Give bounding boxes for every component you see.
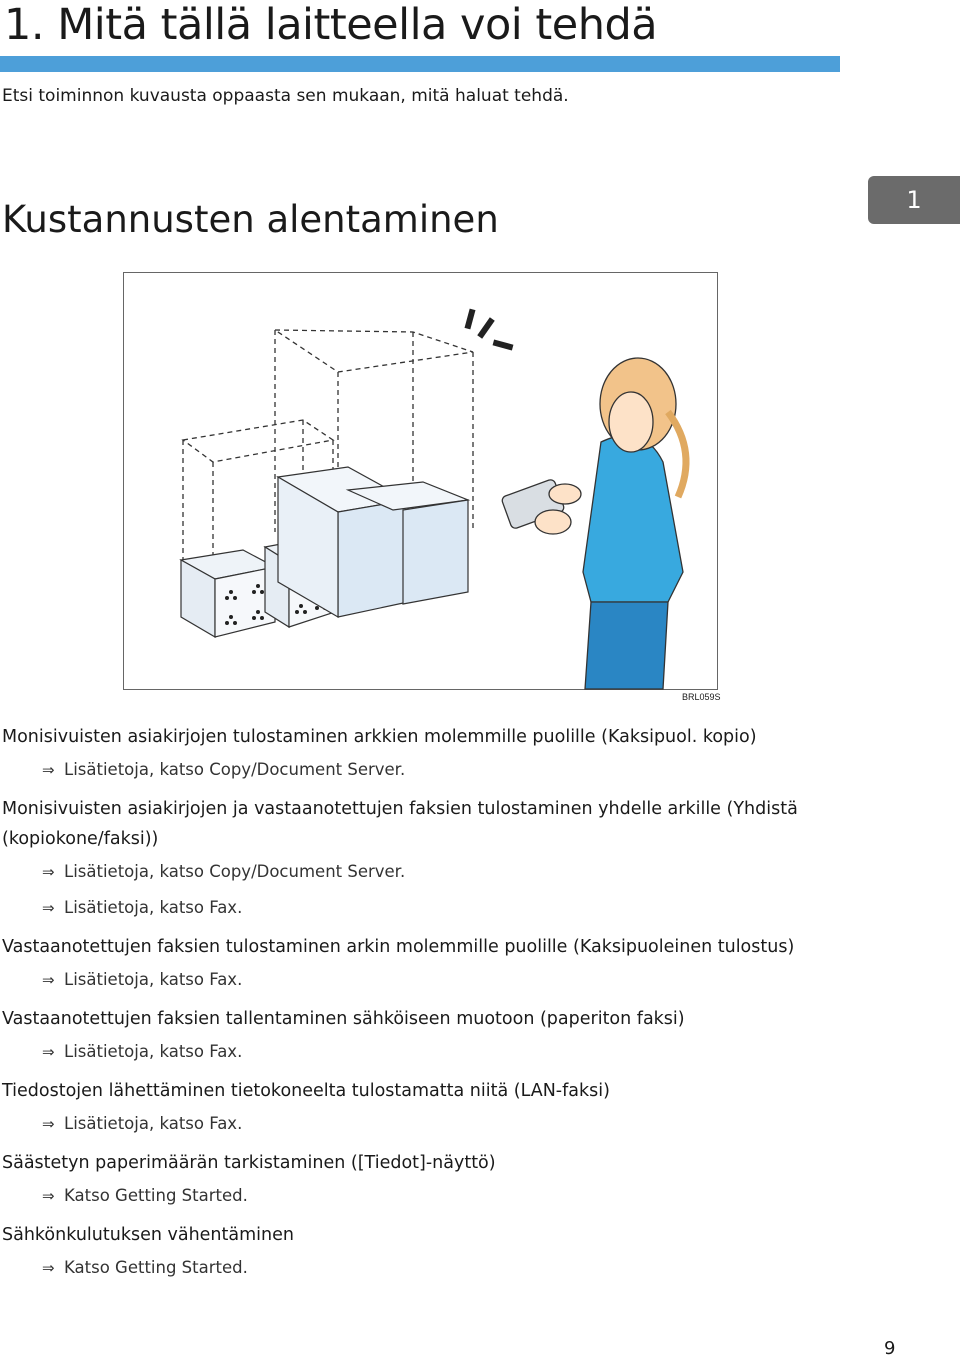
entry-heading: Vastaanotettujen faksien tallentaminen sähköiseen muotoon (paperiton faksi): [2, 1009, 685, 1029]
entry-heading: Monisivuisten asiakirjojen ja vastaanotettujen faksien tulostaminen yhdelle arkille (Yhdistä (kopiokone/faksi)): [2, 799, 798, 849]
reference-link[interactable]: ⇒ Lisätietoja, katso Fax.: [42, 896, 942, 920]
entry-heading: Säästetyn paperimäärän tarkistaminen ([Tiedot]-näyttö): [2, 1153, 496, 1173]
chapter-tab: 1: [868, 176, 960, 224]
paper-stack-icon: [278, 467, 468, 617]
reference-link[interactable]: ⇒ Katso Getting Started.: [42, 1256, 942, 1280]
reference-link[interactable]: ⇒ Lisätietoja, katso Copy/Document Server.: [42, 860, 942, 884]
arrow-icon: ⇒: [42, 1187, 55, 1205]
reference-link[interactable]: ⇒ Lisätietoja, katso Fax.: [42, 968, 942, 992]
cost-reduction-illustration: [123, 272, 718, 690]
list-item: [2, 1220, 942, 1280]
list-item: [2, 794, 942, 920]
reference-link[interactable]: ⇒ Katso Getting Started.: [42, 1184, 942, 1208]
list-item: [2, 722, 942, 782]
reference-link[interactable]: ⇒ Lisätietoja, katso Fax.: [42, 1112, 942, 1136]
figure-code: BRL059S: [682, 692, 721, 702]
arrow-icon: ⇒: [42, 761, 55, 779]
list-item: [2, 1004, 942, 1064]
list-item: [2, 1148, 942, 1208]
entry-heading: Monisivuisten asiakirjojen tulostaminen arkkien molemmille puolille (Kaksipuol. kopio): [2, 727, 757, 747]
list-item: [2, 1076, 942, 1136]
arrow-icon: ⇒: [42, 971, 55, 989]
title-underline-bar: [0, 56, 840, 72]
section-title: Kustannusten alentaminen: [2, 198, 499, 241]
entry-heading: Vastaanotettujen faksien tulostaminen arkin molemmille puolille (Kaksipuoleinen tulostus): [2, 937, 795, 957]
entry-heading: Tiedostojen lähettäminen tietokoneelta tulostamatta niitä (LAN-faksi): [2, 1081, 610, 1101]
arrow-icon: ⇒: [42, 863, 55, 881]
entry-list: [2, 722, 942, 1292]
page-number: 9: [884, 1338, 896, 1359]
arrow-icon: ⇒: [42, 899, 55, 917]
list-item: [2, 932, 942, 992]
reference-link[interactable]: ⇒ Lisätietoja, katso Copy/Document Server.: [42, 758, 942, 782]
arrow-icon: ⇒: [42, 1115, 55, 1133]
arrow-icon: ⇒: [42, 1043, 55, 1061]
arrow-icon: ⇒: [42, 1259, 55, 1277]
chapter-title: 1. Mitä tällä laitteella voi tehdä: [4, 0, 658, 50]
entry-heading: Sähkönkulutuksen vähentäminen: [2, 1225, 294, 1245]
intro-text: Etsi toiminnon kuvausta oppaasta sen mukaan, mitä haluat tehdä.: [2, 86, 569, 106]
reference-link[interactable]: ⇒ Lisätietoja, katso Fax.: [42, 1040, 942, 1064]
